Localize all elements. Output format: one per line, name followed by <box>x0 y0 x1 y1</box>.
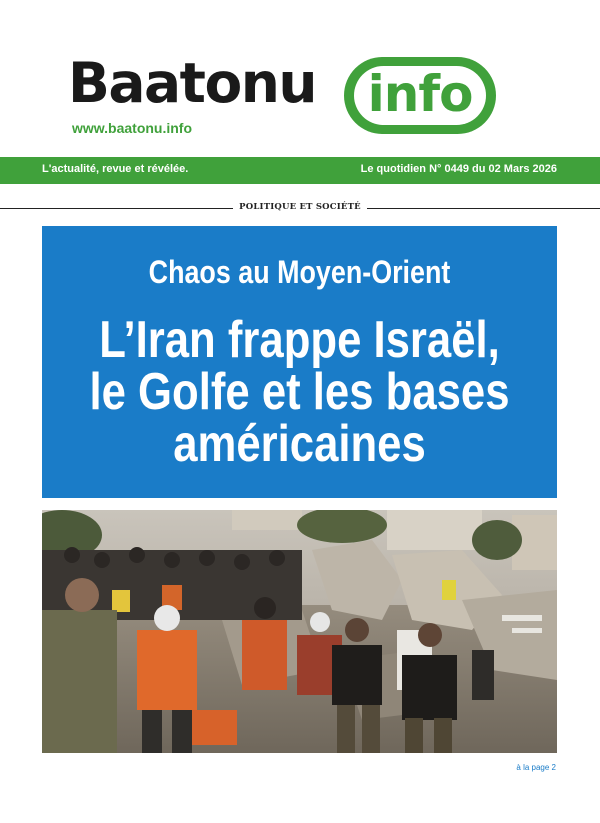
headline-line: L’Iran frappe Israël, <box>99 311 500 369</box>
issue-date: Le quotidien N° 0449 du 02 Mars 2026 <box>360 163 557 175</box>
tagline: L'actualité, revue et révélée. <box>42 163 189 175</box>
headline-kicker: Chaos au Moyen-Orient <box>148 254 451 290</box>
rubric-rule-left <box>0 208 233 209</box>
headline-line: américaines <box>173 415 426 473</box>
brand-logo-suffix: info <box>367 64 473 123</box>
news-photo <box>42 510 557 753</box>
page-reference[interactable]: à la page 2 <box>516 763 556 772</box>
website-url[interactable]: www.baatonu.info <box>72 120 193 136</box>
headline-line: le Golfe et les bases <box>89 363 510 421</box>
headline-block <box>42 226 557 498</box>
brand-logo-text: Baatonu <box>68 51 317 115</box>
main-headline <box>83 311 516 473</box>
info-band <box>0 157 600 184</box>
section-rubric: POLITIQUE ET SOCIÉTÉ <box>239 202 361 212</box>
photo-illustration <box>42 510 557 753</box>
brand-logo-pill <box>344 57 496 134</box>
rubric-rule-right <box>367 208 600 209</box>
masthead <box>0 0 600 150</box>
